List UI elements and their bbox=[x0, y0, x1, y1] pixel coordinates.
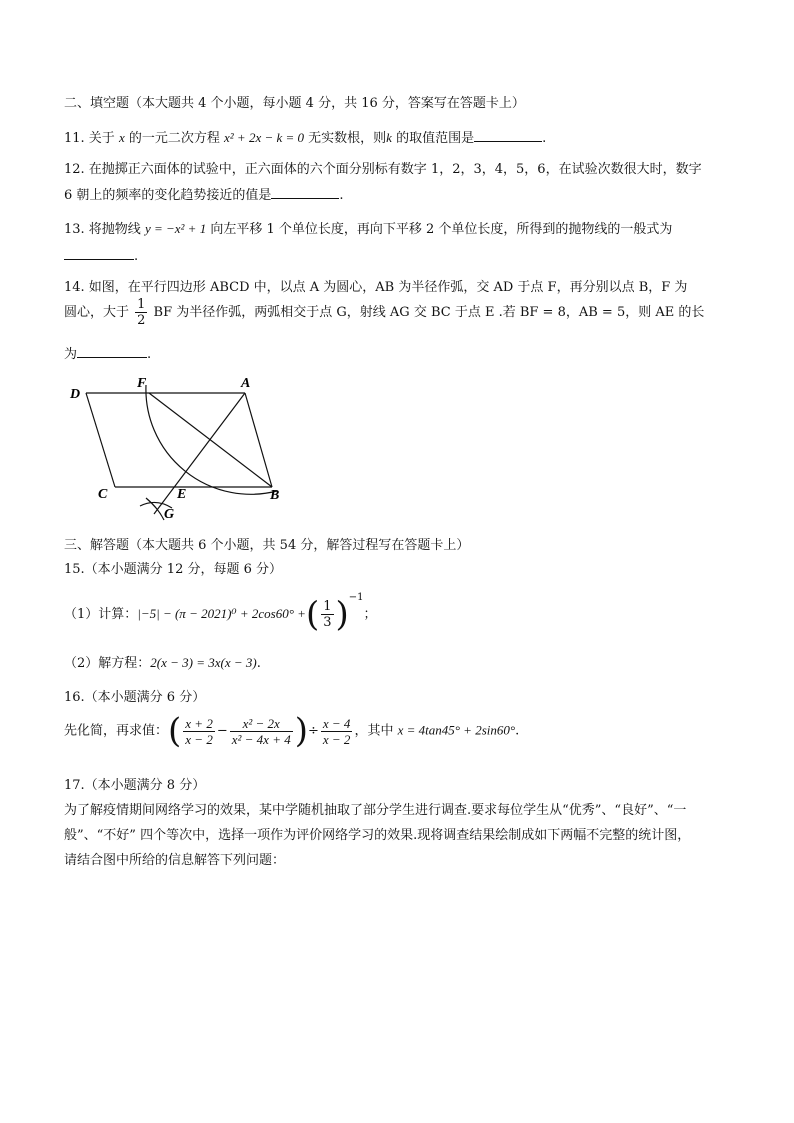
label-a: A bbox=[241, 376, 251, 391]
q11-equation: x² + 2x − k = 0 bbox=[224, 130, 305, 145]
question-15-part-1 bbox=[64, 592, 377, 635]
question-17-line-2: 般”、“不好” 四个等次中，选择一项作为评价网络学习的效果.现将调查结果绘制成如下两幅不完整的统计图， bbox=[64, 828, 691, 843]
label-f: F bbox=[137, 376, 147, 391]
q14-half-denominator: 2 bbox=[137, 313, 146, 328]
question-17-line-1: 为了解疫情期间网络学习的效果，某中学随机抽取了部分学生进行调查.要求每位学生从“优秀”、“良好”、“一 bbox=[64, 803, 687, 818]
q16-f1-numerator: x + 2 bbox=[185, 715, 213, 731]
question-15-title: 15.（本小题满分 12 分，每题 6 分） bbox=[64, 562, 283, 577]
question-14-line-1: 14. 如图，在平行四边形 ABCD 中，以点 A 为圆心，AB 为半径作弧，交 AD 于点 F，再分别以点 B，F 为 bbox=[64, 280, 688, 295]
q11-post2: 的取值范围是 bbox=[391, 131, 475, 146]
question-14-line-2 bbox=[64, 297, 704, 328]
parallelogram-figure bbox=[60, 372, 300, 524]
arc-g-2 bbox=[146, 498, 164, 520]
q15-left-paren: ( bbox=[305, 594, 320, 635]
question-12-line-2 bbox=[64, 184, 344, 203]
question-15-part-2 bbox=[64, 652, 261, 671]
q16-right-paren: ) bbox=[294, 711, 308, 751]
q15-p1-numerator: 1 bbox=[323, 599, 332, 614]
question-13 bbox=[64, 218, 672, 237]
q11-post: 无实数根，则 bbox=[304, 131, 387, 146]
q16-f3-denominator: x − 2 bbox=[322, 731, 351, 747]
q12-line2-text: 6 朝上的频率的变化趋势接近的值是 bbox=[64, 188, 272, 203]
edge-cd bbox=[86, 393, 115, 487]
q13-equation: y = −x² + 1 bbox=[144, 221, 207, 236]
q12-answer-blank bbox=[271, 186, 339, 199]
label-e: E bbox=[177, 487, 187, 502]
q11-var-k: k bbox=[386, 130, 392, 145]
q16-f1-denominator: x − 2 bbox=[185, 731, 213, 747]
q14-end: . bbox=[147, 347, 152, 362]
q15-p1-denominator: 3 bbox=[323, 615, 332, 630]
q16-minus: − bbox=[216, 723, 228, 739]
q11-answer-blank bbox=[474, 129, 542, 142]
q13-prefix: 13. 将抛物线 bbox=[64, 222, 145, 237]
q13-post: 向左平移 1 个单位长度，再向下平移 2 个单位长度，所得到的抛物线的一般式为 bbox=[206, 222, 673, 237]
q15-p1-exponent: −1 bbox=[348, 592, 364, 603]
label-d: D bbox=[70, 387, 81, 402]
label-c: C bbox=[98, 487, 108, 502]
q16-divide: ÷ bbox=[307, 723, 319, 739]
q15-p2-expression: 2(x − 3) = 3x(x − 3) bbox=[150, 655, 257, 670]
edge-ab bbox=[245, 393, 272, 487]
q15-p1-prefix: （1）计算： bbox=[64, 607, 138, 622]
question-14-line-3 bbox=[64, 343, 151, 362]
segment-bf bbox=[149, 393, 272, 487]
q14-line2-prefix: 圆心，大于 bbox=[64, 305, 134, 320]
q16-f2-denominator: x² − 4x + 4 bbox=[231, 731, 291, 747]
question-13-answer-line bbox=[64, 247, 138, 264]
q16-f2-numerator: x² − 2x bbox=[230, 716, 293, 732]
q11-var-x: x bbox=[118, 130, 125, 145]
q16-prefix: 先化简，再求值： bbox=[64, 723, 169, 739]
q16-f3-numerator: x − 4 bbox=[322, 715, 351, 731]
q12-end: . bbox=[339, 188, 344, 203]
q15-p2-prefix: （2）解方程： bbox=[64, 656, 151, 671]
q15-p1-end: ； bbox=[363, 607, 377, 622]
q16-fraction-3 bbox=[321, 716, 353, 747]
q16-fraction-2 bbox=[230, 716, 293, 747]
q11-mid: 的一元二次方程 bbox=[124, 131, 224, 146]
q13-answer-blank bbox=[64, 247, 134, 260]
q14-half-fraction bbox=[135, 297, 147, 328]
q13-end: . bbox=[134, 249, 139, 264]
q14-answer-blank bbox=[77, 345, 147, 358]
question-17-title: 17.（本小题满分 8 分） bbox=[64, 778, 206, 793]
q14-line3-text: 为 bbox=[64, 347, 78, 362]
q15-p1-expression: |−5| − (π − 2021)⁰ + 2cos60° + bbox=[137, 606, 306, 621]
question-17-line-3: 请结合图中所给的信息解答下列问题： bbox=[64, 853, 286, 868]
label-b: B bbox=[270, 488, 280, 503]
q16-fraction-1 bbox=[183, 716, 215, 747]
q15-p1-fraction bbox=[321, 599, 333, 630]
question-11 bbox=[64, 127, 546, 146]
q15-p2-end: . bbox=[256, 656, 261, 671]
q14-line2-post: BF 为半径作弧，两弧相交于点 G，射线 AG 交 BC 于点 E .若 BF = 8，AB = 5，则 AE 的长 bbox=[149, 305, 705, 320]
q16-condition: x = 4tan45° + 2sin60° bbox=[397, 722, 516, 738]
q15-right-paren: ) bbox=[335, 594, 349, 635]
q11-end: . bbox=[542, 131, 547, 146]
arc-center-a bbox=[146, 385, 277, 494]
q16-left-paren: ( bbox=[168, 711, 182, 751]
question-16-title: 16.（本小题满分 6 分） bbox=[64, 690, 206, 705]
section-2-heading: 二、填空题（本大题共 4 个小题，每小题 4 分，共 16 分，答案写在答题卡上） bbox=[64, 96, 525, 111]
question-12-line-1: 12. 在抛掷正六面体的试验中，正六面体的六个面分别标有数字 1，2，3，4，5，6，在试验次数很大时，数字 bbox=[64, 162, 702, 177]
q11-prefix: 11. 关于 bbox=[64, 131, 119, 146]
question-16-expression bbox=[64, 711, 520, 751]
section-3-heading: 三、解答题（本大题共 6 个小题，共 54 分，解答过程写在答题卡上） bbox=[64, 538, 470, 553]
label-g: G bbox=[164, 507, 175, 522]
q14-half-numerator: 1 bbox=[137, 297, 146, 312]
q16-post-prefix: ，其中 bbox=[354, 723, 398, 739]
q16-end: . bbox=[515, 723, 520, 739]
